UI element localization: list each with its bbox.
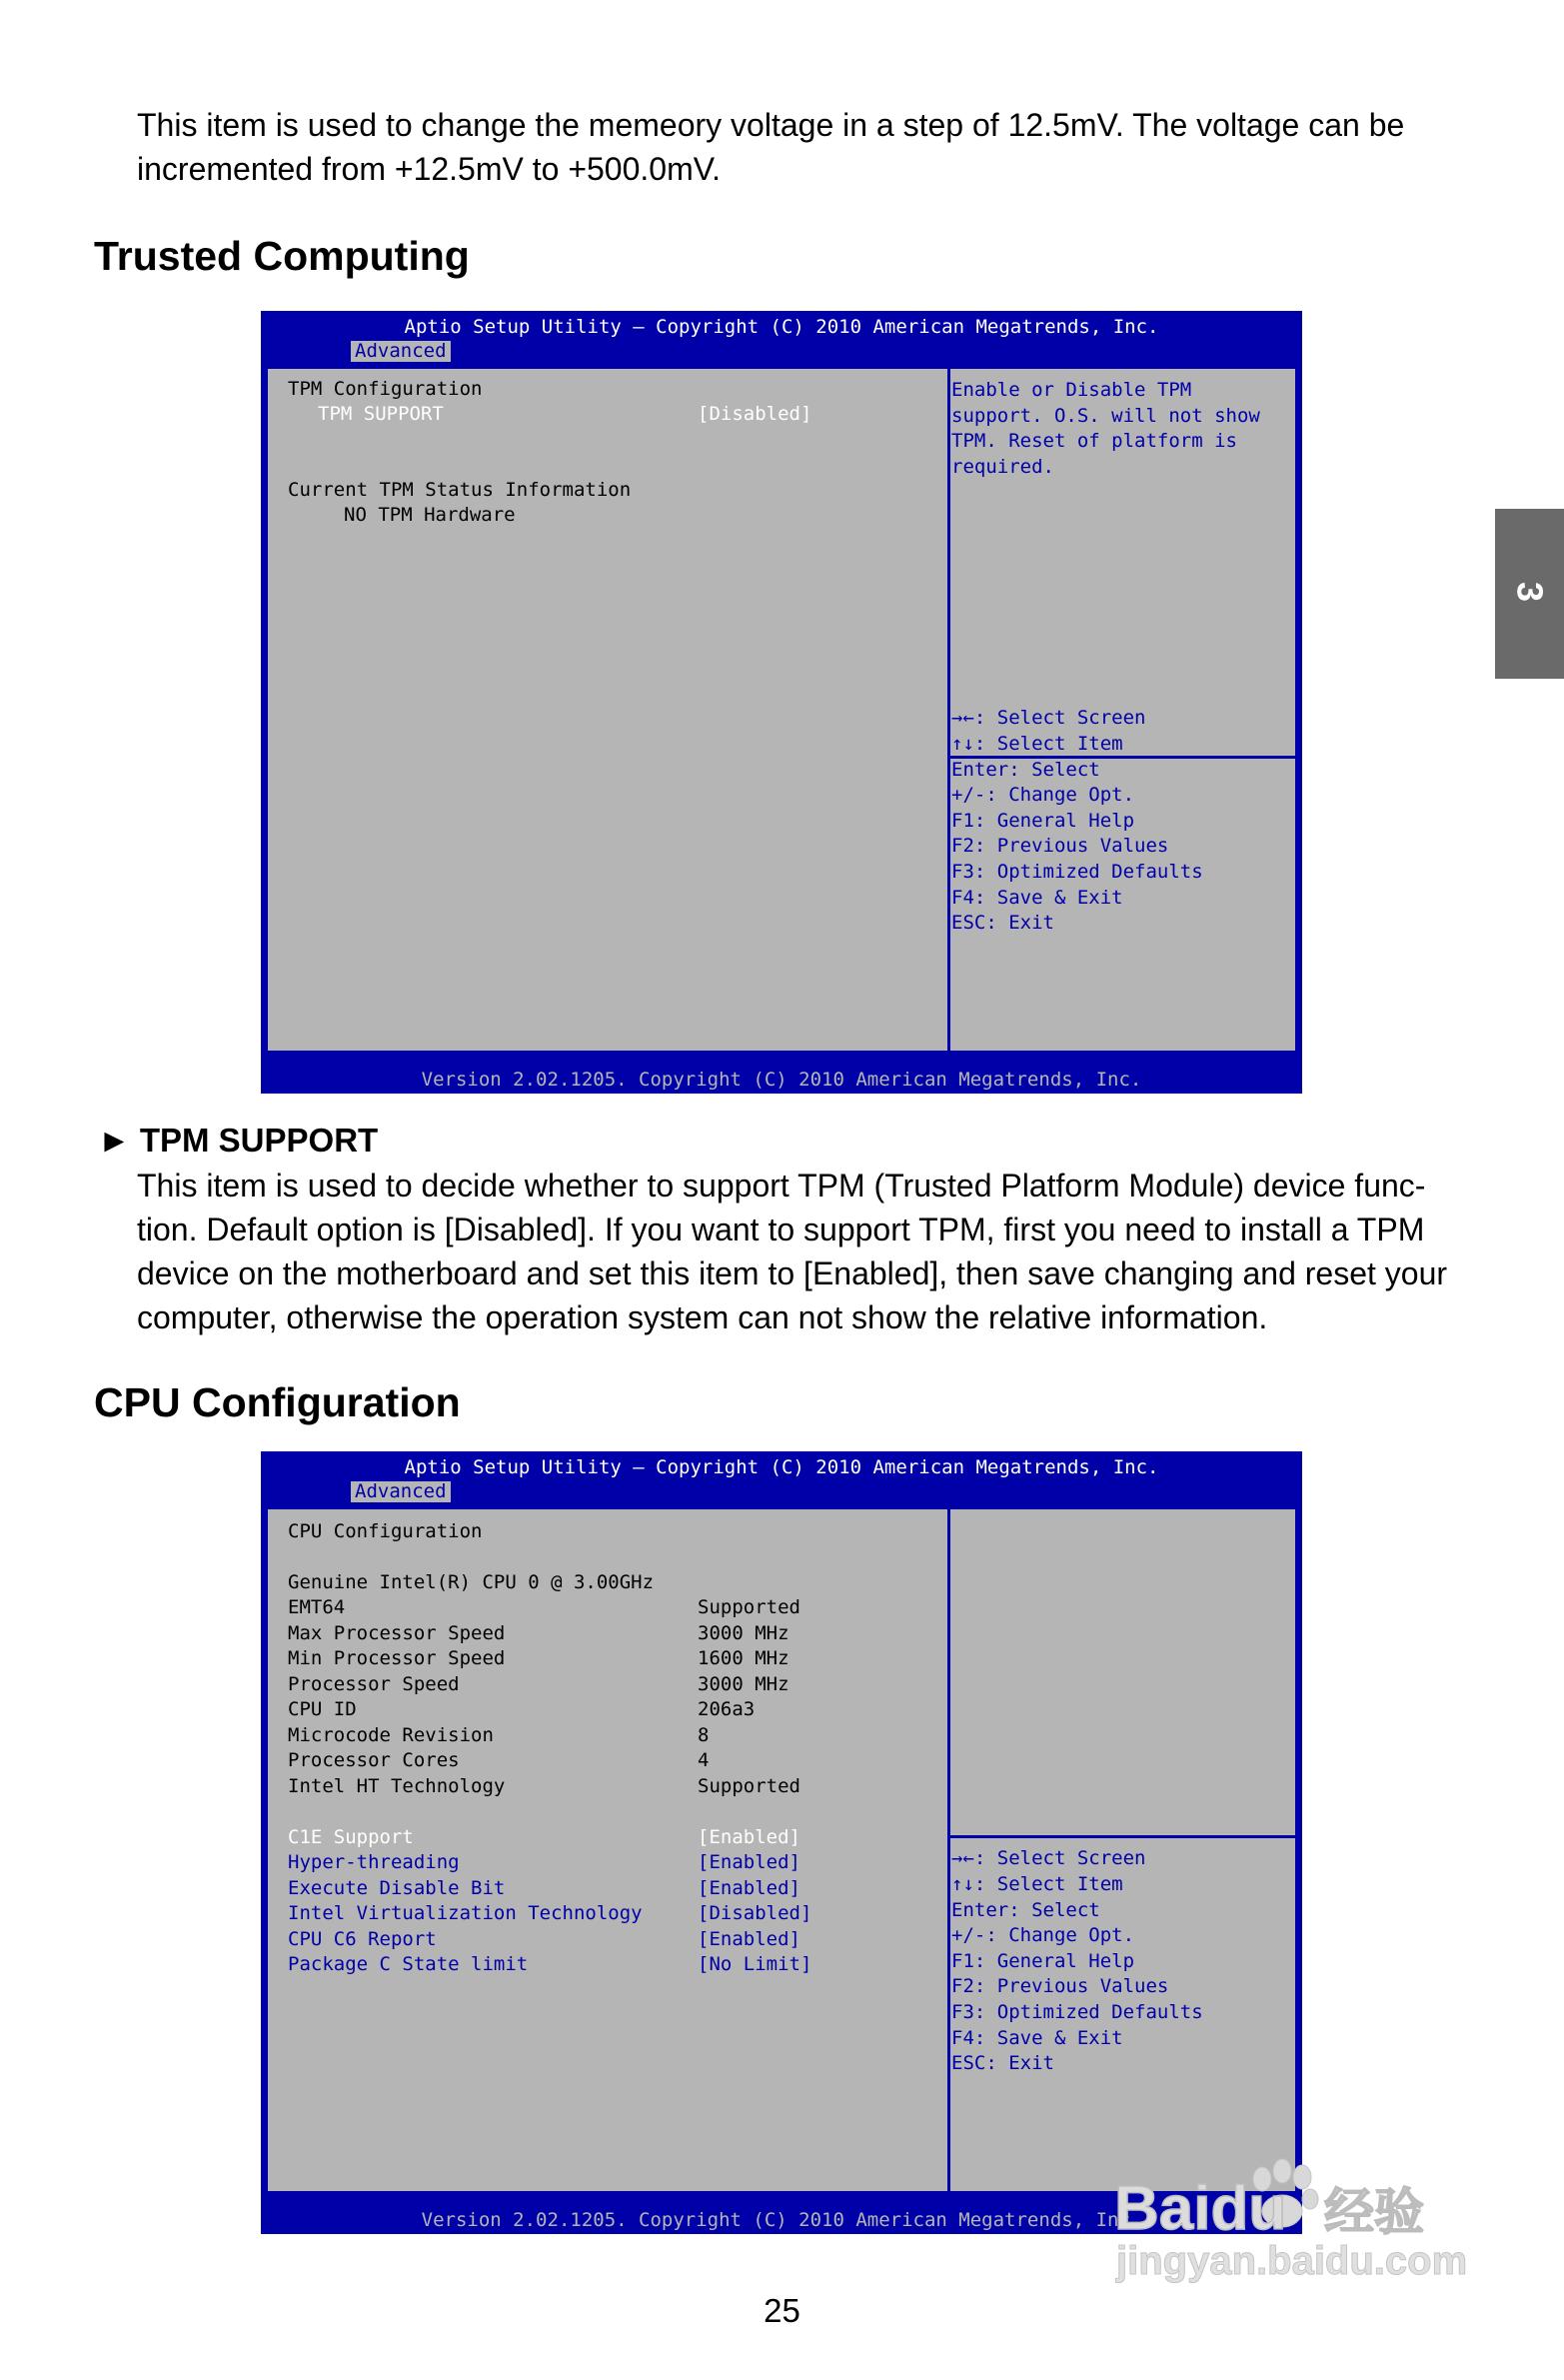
key-help-esc: ESC: Exit [951, 912, 1054, 934]
tpm-support-heading: ► TPM SUPPORT [98, 1122, 379, 1159]
watermark-cn: 经验 [1324, 2183, 1424, 2241]
cpu-name: Genuine Intel(R) CPU 0 @ 3.00GHz [288, 1571, 655, 1593]
key-help-f3: F3: Optimized Defaults [951, 2001, 1203, 2023]
key-help-f1: F1: General Help [951, 1950, 1135, 1972]
info-label: Max Processor Speed [288, 1622, 506, 1644]
info-value: 206a3 [698, 1698, 756, 1720]
chapter-number: 3 [1509, 581, 1551, 603]
intro-line-2: incremented from +12.5mV to +500.0mV. [137, 151, 722, 187]
key-help-esc: ESC: Exit [951, 2052, 1054, 2074]
info-label: EMT64 [288, 1596, 346, 1618]
bios-panel [265, 366, 1298, 1054]
bios-footer: Version 2.02.1205. Copyright (C) 2010 American Megatrends, Inc. [421, 2209, 1142, 2231]
key-help-select-screen: →←: Select Screen [951, 1847, 1146, 1869]
key-help-f3: F3: Optimized Defaults [951, 861, 1203, 883]
option-cpu-c6-report-value[interactable]: [Enabled] [698, 1928, 800, 1950]
option-intel-virtualization[interactable]: Intel Virtualization Technology [288, 1902, 643, 1924]
option-c1e-support[interactable]: C1E Support [288, 1826, 414, 1848]
intro-line-1: This item is used to change the memeory voltage in a step of 12.5mV. The voltage can be [137, 107, 1405, 143]
bios-screen-trusted-computing [261, 311, 1302, 1094]
paw-logo-icon [1114, 2149, 1474, 2289]
option-c1e-support-value[interactable]: [Enabled] [698, 1826, 800, 1848]
option-package-c-state-limit[interactable]: Package C State limit [288, 1953, 529, 1975]
option-execute-disable-bit-value[interactable]: [Enabled] [698, 1877, 800, 1899]
bios-title: Aptio Setup Utility – Copyright (C) 2010 American Megatrends, Inc. [404, 316, 1159, 338]
info-value: 8 [698, 1724, 710, 1746]
key-help-f1: F1: General Help [951, 810, 1135, 832]
info-label: Intel HT Technology [288, 1775, 506, 1797]
help-text-line: support. O.S. will not show [951, 405, 1260, 427]
tpm-status-label: Current TPM Status Information [288, 479, 632, 501]
key-help-enter: Enter: Select [951, 759, 1100, 781]
bios-title: Aptio Setup Utility – Copyright (C) 2010 American Megatrends, Inc. [404, 1456, 1159, 1478]
info-label: Min Processor Speed [288, 1647, 506, 1669]
section-title-trusted-computing: Trusted Computing [94, 233, 470, 279]
tpm-para-line: computer, otherwise the operation system can not show the relative information. [137, 1299, 1268, 1335]
page-number: 25 [764, 2292, 800, 2329]
info-value: Supported [698, 1775, 800, 1797]
tpm-config-label: TPM Configuration [288, 378, 483, 400]
tpm-support-label[interactable]: TPM SUPPORT [318, 403, 444, 425]
panel-divider [947, 369, 950, 1051]
key-help-enter: Enter: Select [951, 1899, 1100, 1921]
key-help-change-opt: +/-: Change Opt. [951, 1924, 1135, 1946]
option-intel-virtualization-value[interactable]: [Disabled] [698, 1902, 812, 1924]
tpm-status-value: NO TPM Hardware [344, 504, 516, 526]
watermark-brand: Baidu [1114, 2174, 1287, 2243]
option-cpu-c6-report[interactable]: CPU C6 Report [288, 1928, 437, 1950]
help-divider [950, 1835, 1295, 1838]
option-hyper-threading[interactable]: Hyper-threading [288, 1851, 460, 1873]
info-label: Processor Speed [288, 1673, 460, 1695]
help-text-line: Enable or Disable TPM [951, 379, 1192, 401]
key-help-select-item: ↑↓: Select Item [951, 733, 1123, 755]
tpm-para-line: tion. Default option is [Disabled]. If you want to support TPM, first you need to install a TPM [137, 1211, 1425, 1247]
info-value: 4 [698, 1749, 710, 1771]
chapter-tab [1495, 509, 1564, 679]
key-help-change-opt: +/-: Change Opt. [951, 784, 1135, 806]
tpm-support-value[interactable]: [Disabled] [698, 403, 812, 425]
info-value: 3000 MHz [698, 1673, 789, 1695]
info-value: Supported [698, 1596, 800, 1618]
option-hyper-threading-value[interactable]: [Enabled] [698, 1851, 800, 1873]
tab-advanced[interactable]: Advanced [351, 1481, 451, 1502]
help-text-line: TPM. Reset of platform is [951, 430, 1237, 452]
help-text-line: required. [951, 456, 1054, 478]
info-label: Processor Cores [288, 1749, 460, 1771]
option-execute-disable-bit[interactable]: Execute Disable Bit [288, 1877, 506, 1899]
key-help-select-screen: →←: Select Screen [951, 707, 1146, 729]
info-label: CPU ID [288, 1698, 357, 1720]
key-help-select-item: ↑↓: Select Item [951, 1873, 1123, 1895]
tpm-para-line: This item is used to decide whether to support TPM (Trusted Platform Module) device func- [137, 1168, 1426, 1203]
section-title-cpu-configuration: CPU Configuration [94, 1379, 461, 1425]
bios-screen-cpu-configuration [261, 1451, 1302, 2234]
key-help-f2: F2: Previous Values [951, 1975, 1169, 1997]
info-label: Microcode Revision [288, 1724, 494, 1746]
panel-divider [947, 1509, 950, 2191]
bios-footer: Version 2.02.1205. Copyright (C) 2010 American Megatrends, Inc. [421, 1069, 1142, 1091]
cpu-config-header: CPU Configuration [288, 1520, 483, 1542]
info-value: 3000 MHz [698, 1622, 789, 1644]
baidu-watermark [1114, 2149, 1474, 2289]
bios-panel [265, 1506, 1298, 2194]
info-value: 1600 MHz [698, 1647, 789, 1669]
tpm-para-line: device on the motherboard and set this item to [Enabled], then save changing and reset your [137, 1255, 1448, 1291]
key-help-f4: F4: Save & Exit [951, 2027, 1123, 2049]
watermark-url: jingyan.baidu.com [1116, 2239, 1468, 2283]
key-help-f2: F2: Previous Values [951, 835, 1169, 857]
option-package-c-state-limit-value[interactable]: [No Limit] [698, 1953, 812, 1975]
key-help-f4: F4: Save & Exit [951, 887, 1123, 909]
tab-advanced[interactable]: Advanced [351, 341, 451, 362]
